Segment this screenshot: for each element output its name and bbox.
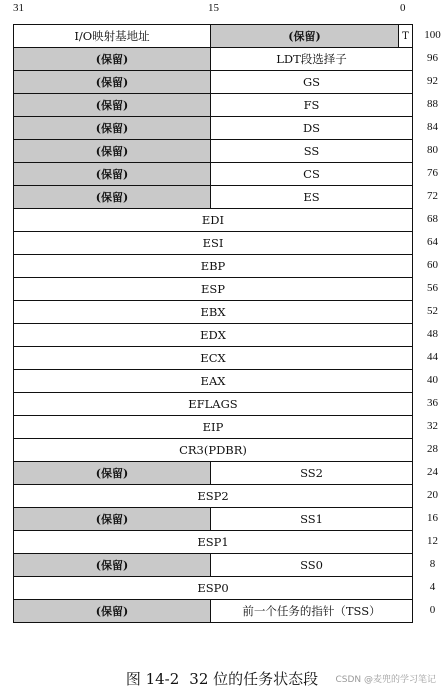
- io-map-base-cell: I/O映射基地址: [74, 29, 150, 43]
- offset-label: 68: [427, 213, 438, 225]
- offset-label: 48: [427, 328, 438, 340]
- register-cell: ECX: [200, 351, 226, 365]
- register-cell: CR3(PDBR): [179, 443, 247, 457]
- offset-label: 52: [427, 305, 438, 317]
- selector-cell: LDT段选择子: [210, 48, 412, 70]
- offset-label: 76: [427, 167, 438, 179]
- tss-row: [14, 301, 412, 324]
- selector-cell: SS: [210, 140, 412, 162]
- tss-layout-table: [13, 24, 413, 623]
- tss-row: [14, 163, 412, 186]
- selector-cell: GS: [210, 71, 412, 93]
- reserved-cell: (保留): [14, 48, 210, 70]
- tss-row: [14, 439, 412, 462]
- offset-label: 72: [427, 190, 438, 202]
- tss-row: [14, 71, 412, 94]
- reserved-cell: (保留): [14, 117, 210, 139]
- reserved-cell: (保留): [14, 462, 210, 484]
- reserved-cell: (保留): [14, 186, 210, 208]
- reserved-cell: (保留): [14, 163, 210, 185]
- tss-row: [14, 278, 412, 301]
- offset-label: 88: [427, 98, 438, 110]
- offset-label: 24: [427, 466, 438, 478]
- tss-row: [14, 94, 412, 117]
- offset-label: 64: [427, 236, 438, 248]
- reserved-cell: (保留): [14, 140, 210, 162]
- tss-row: [14, 416, 412, 439]
- offset-label: 100: [424, 29, 441, 41]
- tss-row: [14, 462, 412, 485]
- tss-row: [14, 577, 412, 600]
- offset-label: 32: [427, 420, 438, 432]
- selector-cell: SS0: [210, 554, 412, 576]
- offset-label: 44: [427, 351, 438, 363]
- register-cell: EDI: [201, 213, 225, 227]
- offset-label: 60: [427, 259, 438, 271]
- tss-row: [14, 508, 412, 531]
- tss-row: [14, 370, 412, 393]
- watermark: CSDN @麦兜的学习笔记: [335, 675, 436, 685]
- register-cell: ESP0: [197, 581, 229, 595]
- selector-cell: SS2: [210, 462, 412, 484]
- reserved-cell: (保留): [14, 554, 210, 576]
- selector-cell: 前一个任务的指针（TSS）: [210, 600, 412, 622]
- tss-row: [14, 48, 412, 71]
- tss-row: [14, 600, 412, 623]
- offset-label: 36: [427, 397, 438, 409]
- t-flag-cell: T: [398, 25, 412, 47]
- offset-label: 84: [427, 121, 438, 133]
- register-cell: EFLAGS: [188, 397, 238, 411]
- register-cell: ESI: [202, 236, 224, 250]
- figure-number: 图 14-2: [125, 670, 180, 688]
- figure-title: 32 位的任务状态段: [189, 670, 319, 688]
- offset-label: 12: [427, 535, 438, 547]
- register-cell: EBP: [200, 259, 226, 273]
- tss-row: [14, 25, 412, 48]
- selector-cell: FS: [210, 94, 412, 116]
- reserved-cell: (保留): [14, 600, 210, 622]
- bit-15-label: 15: [208, 2, 219, 14]
- offset-label: 40: [427, 374, 438, 386]
- tss-row: [14, 117, 412, 140]
- tss-row: [14, 209, 412, 232]
- tss-row: [14, 186, 412, 209]
- tss-row: [14, 393, 412, 416]
- offset-label: 20: [427, 489, 438, 501]
- reserved-cell: (保留): [14, 508, 210, 530]
- bit-0-label: 0: [400, 2, 406, 14]
- offset-label: 8: [429, 558, 436, 570]
- register-cell: EBX: [200, 305, 226, 319]
- offset-label: 28: [427, 443, 438, 455]
- reserved-cell: (保留): [14, 71, 210, 93]
- offset-label: 0: [429, 604, 436, 616]
- register-cell: ESP2: [197, 489, 229, 503]
- register-cell: EAX: [200, 374, 226, 388]
- tss-row: [14, 531, 412, 554]
- tss-row: [14, 554, 412, 577]
- offset-label: 80: [427, 144, 438, 156]
- offset-label: 96: [427, 52, 438, 64]
- selector-cell: CS: [210, 163, 412, 185]
- register-cell: ESP: [200, 282, 225, 296]
- offset-label: 56: [427, 282, 438, 294]
- register-cell: ESP1: [197, 535, 229, 549]
- register-cell: EDX: [200, 328, 226, 342]
- tss-row: [14, 232, 412, 255]
- offset-label: 4: [429, 581, 436, 593]
- offset-label: 92: [427, 75, 438, 87]
- tss-row: [14, 347, 412, 370]
- tss-row: [14, 324, 412, 347]
- bit-31-label: 31: [13, 2, 24, 14]
- selector-cell: SS1: [210, 508, 412, 530]
- selector-cell: DS: [210, 117, 412, 139]
- tss-row: [14, 255, 412, 278]
- tss-row: [14, 485, 412, 508]
- register-cell: EIP: [202, 420, 224, 434]
- selector-cell: ES: [210, 186, 412, 208]
- tss-row: [14, 140, 412, 163]
- reserved-cell: (保留): [14, 94, 210, 116]
- offset-label: 16: [427, 512, 438, 524]
- reserved-cell: (保留): [210, 25, 398, 47]
